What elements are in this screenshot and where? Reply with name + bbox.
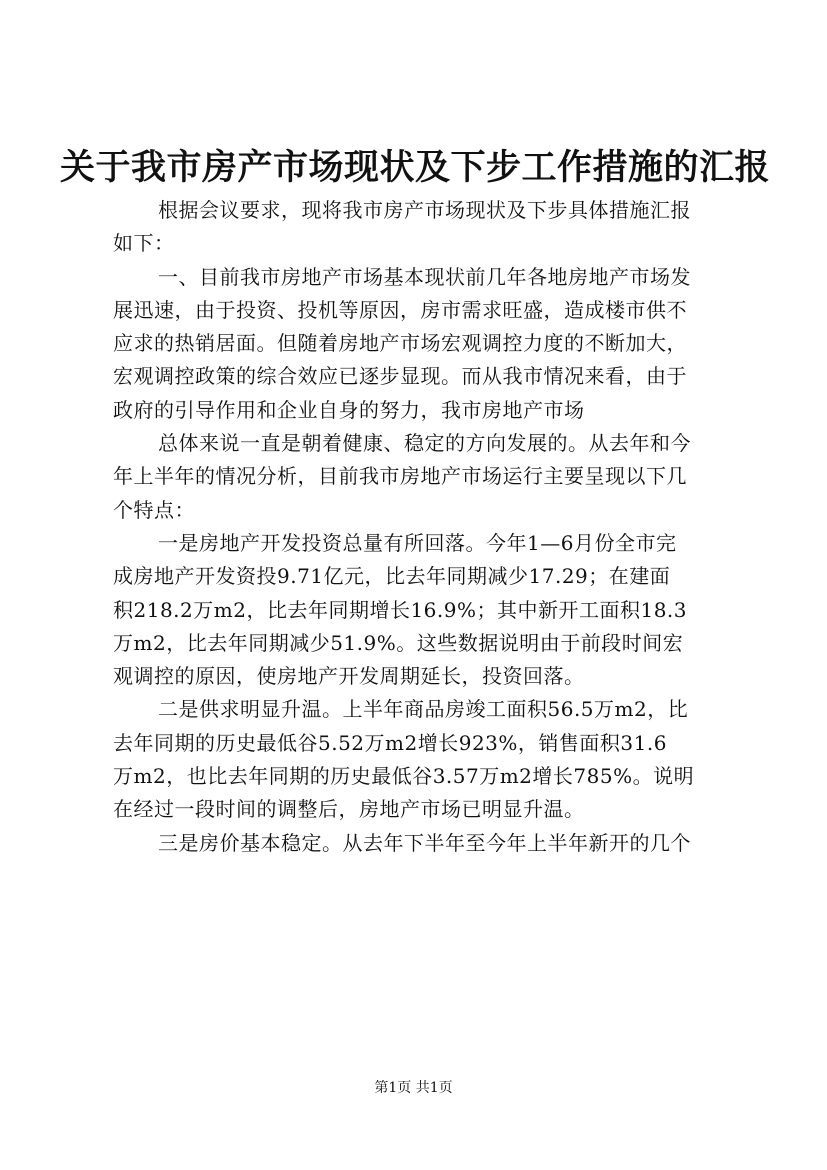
paragraph-line: 政府的引导作用和企业自身的努力，我市房地产市场 [113,397,585,422]
paragraph-4 [113,527,723,693]
paragraph-2 [113,261,723,427]
paragraph-line: 去年同期的历史最低谷5.52万m2增长923%，销售面积31.6 [113,730,667,755]
paragraph-line: 个特点： [113,497,195,522]
paragraph-line: 积218.2万m2，比去年同期增长16.9%；其中新开工面积18.3 [113,597,688,622]
paragraph-line: 应求的热销居面。但随着房地产市场宏观调控力度的不断加大， [113,331,687,356]
paragraph-line: 在经过一段时间的调整后，房地产市场已明显升温。 [113,797,585,822]
paragraph-line: 一是房地产开发投资总量有所回落。今年1—6月份全市完 [158,530,677,555]
document-title: 关于我市房产市场现状及下步工作措施的汇报 [60,147,771,188]
paragraph-line: 年上半年的情况分析，目前我市房地产市场运行主要呈现以下几 [113,464,687,489]
paragraph-line: 万m2，也比去年同期的历史最低谷3.57万m2增长785%。说明 [113,764,695,789]
paragraph-line: 成房地产开发资投9.71亿元，比去年同期减少17.29；在建面 [113,564,671,589]
paragraph-line: 一、目前我市房地产市场基本现状前几年各地房地产市场发 [158,264,691,289]
page-footer: 第1页 共1页 [374,1080,453,1096]
paragraph-line: 观调控的原因，使房地产开发周期延长，投资回落。 [113,664,585,689]
paragraph-line: 宏观调控政策的综合效应已逐步显现。而从我市情况来看，由于 [113,364,687,389]
paragraph-line: 总体来说一直是朝着健康、稳定的方向发展的。从去年和今 [158,431,691,456]
document-body [113,194,723,860]
paragraph-line: 展迅速，由于投资、投机等原因，房市需求旺盛，造成楼市供不 [113,297,687,322]
paragraph-6 [113,827,723,860]
paragraph-1 [113,194,723,261]
paragraph-3 [113,427,723,527]
paragraph-5 [113,693,723,826]
paragraph-line: 二是供求明显升温。上半年商品房竣工面积56.5万m2，比 [158,697,689,722]
paragraph-line: 万m2，比去年同期减少51.9%。这些数据说明由于前段时间宏 [113,630,684,655]
paragraph-line: 如下： [113,231,175,256]
paragraph-line: 根据会议要求，现将我市房产市场现状及下步具体措施汇报 [158,198,691,222]
paragraph-line: 三是房价基本稳定。从去年下半年至今年上半年新开的几个 [158,830,691,855]
